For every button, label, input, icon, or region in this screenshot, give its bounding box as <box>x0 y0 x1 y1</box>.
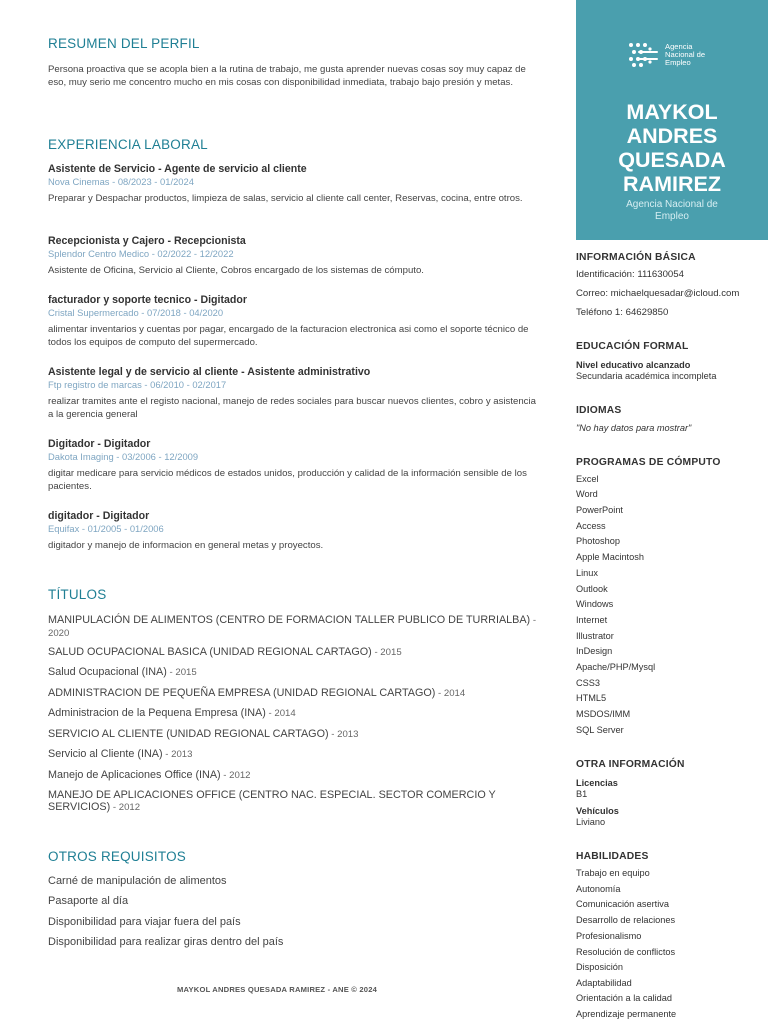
skill-item: Orientación a la calidad <box>576 993 673 1003</box>
education-heading: EDUCACIÓN FORMAL <box>576 341 689 352</box>
job-company-dates: Cristal Supermercado - 07/2018 - 04/2020 <box>48 307 224 318</box>
job-title: digitador - Digitador <box>48 510 150 522</box>
software-item: Access <box>576 521 606 531</box>
candidate-name <box>576 100 768 196</box>
title-item <box>48 666 538 679</box>
requirement-item: Carné de manipulación de alimentos <box>48 875 227 887</box>
logo-text-line: Empleo <box>665 58 691 68</box>
job-description: Asistente de Oficina, Servicio al Cliente, Cobros encargado de los sistemas de cómputo. <box>48 265 424 276</box>
title-name: Manejo de Aplicaciones Office (INA) <box>48 769 221 781</box>
job-company-dates: Nova Cinemas - 08/2023 - 01/2024 <box>48 176 194 187</box>
software-item: Internet <box>576 615 608 625</box>
job-entry <box>48 438 538 493</box>
profile-heading: RESUMEN DEL PERFIL <box>48 36 200 51</box>
phone: Teléfono 1: 64629850 <box>576 307 669 318</box>
title-year: - 2012 <box>110 802 141 813</box>
skill-item: Comunicación asertiva <box>576 899 669 909</box>
license-label: Licencias <box>576 778 618 788</box>
agency-logo-icon <box>628 42 662 68</box>
title-name: Administracion de la Pequena Empresa (INA) <box>48 707 266 719</box>
logo-text <box>665 43 705 68</box>
job-description: realizar tramites ante el registo nacional, manejo de redes sociales para buscar nuevos clientes, cobro y asistencia a la gerencia general <box>48 396 536 420</box>
skill-item: Aprendizaje permanente <box>576 1009 677 1019</box>
title-year: - 2014 <box>435 688 466 699</box>
header-banner <box>576 0 768 240</box>
requirements-heading: OTROS REQUISITOS <box>48 849 186 864</box>
title-year: - 2014 <box>265 708 296 719</box>
job-company-dates: Ftp registro de marcas - 06/2010 - 02/2017 <box>48 379 227 390</box>
job-description: digitar medicare para servicio médicos de estados unidos, producción y calidad de la información sensible de los pacientes. <box>48 468 527 492</box>
title-name: SALUD OCUPACIONAL BASICA (UNIDAD REGIONAL CARTAGO) <box>48 646 372 658</box>
job-company-dates: Splendor Centro Medico - 02/2022 - 12/2022 <box>48 248 234 259</box>
job-description: digitador y manejo de informacion en general metas y proyectos. <box>48 540 324 551</box>
job-title: Recepcionista y Cajero - Recepcionista <box>48 235 246 247</box>
job-title: facturador y soporte tecnico - Digitador <box>48 294 247 306</box>
title-item <box>48 614 538 640</box>
software-item: Windows <box>576 599 614 609</box>
title-item <box>48 687 538 700</box>
skill-item: Autonomía <box>576 884 621 894</box>
logo-text-line: Agencia <box>665 42 693 51</box>
name-line: MAYKOL <box>626 100 718 124</box>
vehicle-label: Vehículos <box>576 806 619 816</box>
software-item: Outlook <box>576 584 608 594</box>
job-entry <box>48 294 538 349</box>
skills-heading: HABILIDADES <box>576 851 649 862</box>
skill-item: Resolución de conflictos <box>576 947 676 957</box>
job-description: alimentar inventarios y cuentas por pagar, encargado de la facturacion electronica asi como el soporte técnico de todos los equipos de computo del supermercado. <box>48 324 529 348</box>
software-item: CSS3 <box>576 678 601 688</box>
titles-heading: TÍTULOS <box>48 587 107 602</box>
title-name: Servicio al Cliente (INA) <box>48 748 163 760</box>
title-name: SERVICIO AL CLIENTE (UNIDAD REGIONAL CARTAGO) <box>48 728 329 740</box>
languages-heading: IDIOMAS <box>576 405 622 416</box>
software-item: Apache/PHP/Mysql <box>576 662 656 672</box>
agency-line: Agencia Nacional de <box>626 199 718 210</box>
title-item <box>48 707 538 720</box>
title-item <box>48 728 538 741</box>
software-item: InDesign <box>576 646 613 656</box>
agency-line: Empleo <box>655 211 689 222</box>
skill-item: Desarrollo de relaciones <box>576 915 676 925</box>
job-title: Digitador - Digitador <box>48 438 151 450</box>
software-item: Excel <box>576 474 599 484</box>
software-heading: PROGRAMAS DE CÓMPUTO <box>576 457 721 468</box>
skill-item: Trabajo en equipo <box>576 868 650 878</box>
job-company-dates: Equifax - 01/2005 - 01/2006 <box>48 523 164 534</box>
skill-item: Adaptabilidad <box>576 978 632 988</box>
title-year: - 2020 <box>48 615 537 639</box>
job-description: Preparar y Despachar productos, limpieza de salas, servicio al cliente call center, Reservas, cocina, entre otros. <box>48 193 523 204</box>
title-item <box>48 646 538 659</box>
job-entry <box>48 366 538 421</box>
name-line: RAMIREZ <box>623 172 721 196</box>
experience-heading: EXPERIENCIA LABORAL <box>48 137 208 152</box>
languages-empty: "No hay datos para mostrar" <box>576 423 692 433</box>
requirement-item: Disponibilidad para viajar fuera del país <box>48 916 241 928</box>
title-name: MANEJO DE APLICACIONES OFFICE (CENTRO NAC. ESPECIAL. SECTOR COMERCIO Y SERVICIOS) <box>48 789 496 813</box>
logo-text-line: Nacional de <box>665 50 706 60</box>
software-item: HTML5 <box>576 693 607 703</box>
skill-item: Profesionalismo <box>576 931 642 941</box>
title-year: - 2015 <box>166 667 197 678</box>
profile-text: Persona proactiva que se acopla bien a la rutina de trabajo, me gusta aprender nuevas cosas soy muy capaz de eso, muy serio me concentro mucho en mis cosas con disponibilidad inmediata, trabajo bajo presión y metas. <box>48 64 526 88</box>
education-label: Nivel educativo alcanzado <box>576 360 691 370</box>
main-column <box>48 0 538 1024</box>
id-number: Identificación: 111630054 <box>576 269 684 280</box>
job-company-dates: Dakota Imaging - 03/2006 - 12/2009 <box>48 451 199 462</box>
software-item: MSDOS/IMM <box>576 709 631 719</box>
other-info-heading: OTRA INFORMACIÓN <box>576 759 685 770</box>
agency-name <box>576 199 768 223</box>
requirement-item: Disponibilidad para realizar giras dentro del país <box>48 936 284 948</box>
vehicle-value: Liviano <box>576 817 606 827</box>
software-item: Photoshop <box>576 536 620 546</box>
title-name: Salud Ocupacional (INA) <box>48 666 167 678</box>
basic-info-heading: INFORMACIÓN BÁSICA <box>576 252 696 263</box>
name-line: QUESADA <box>618 148 726 172</box>
job-title: Asistente de Servicio - Agente de servicio al cliente <box>48 163 307 175</box>
software-item: PowerPoint <box>576 505 623 515</box>
title-year: - 2012 <box>220 770 251 781</box>
title-year: - 2013 <box>328 729 359 740</box>
skill-item: Disposición <box>576 962 623 972</box>
software-item: SQL Server <box>576 725 624 735</box>
agency-logo <box>628 42 728 72</box>
software-item: Illustrator <box>576 631 614 641</box>
title-name: MANIPULACIÓN DE ALIMENTOS (CENTRO DE FORMACION TALLER PUBLICO DE TURRIALBA) <box>48 614 531 626</box>
job-entry <box>48 235 538 277</box>
title-item <box>48 769 538 782</box>
software-item: Word <box>576 489 598 499</box>
job-title: Asistente legal y de servicio al cliente - Asistente administrativo <box>48 366 371 378</box>
license-value: B1 <box>576 789 588 799</box>
title-item <box>48 748 538 761</box>
email: Correo: michaelquesadar@icloud.com <box>576 288 740 299</box>
page-footer: MAYKOL ANDRES QUESADA RAMIREZ - ANE © 2024 <box>177 985 378 994</box>
name-line: ANDRES <box>626 124 718 148</box>
education-value: Secundaria académica incompleta <box>576 371 717 381</box>
title-year: - 2013 <box>162 749 193 760</box>
job-entry <box>48 163 538 205</box>
job-entry <box>48 510 538 552</box>
title-item <box>48 789 538 814</box>
software-item: Linux <box>576 568 598 578</box>
title-name: ADMINISTRACION DE PEQUEÑA EMPRESA (UNIDAD REGIONAL CARTAGO) <box>48 687 436 699</box>
title-year: - 2015 <box>371 647 402 658</box>
requirement-item: Pasaporte al día <box>48 895 129 907</box>
software-item: Apple Macintosh <box>576 552 644 562</box>
